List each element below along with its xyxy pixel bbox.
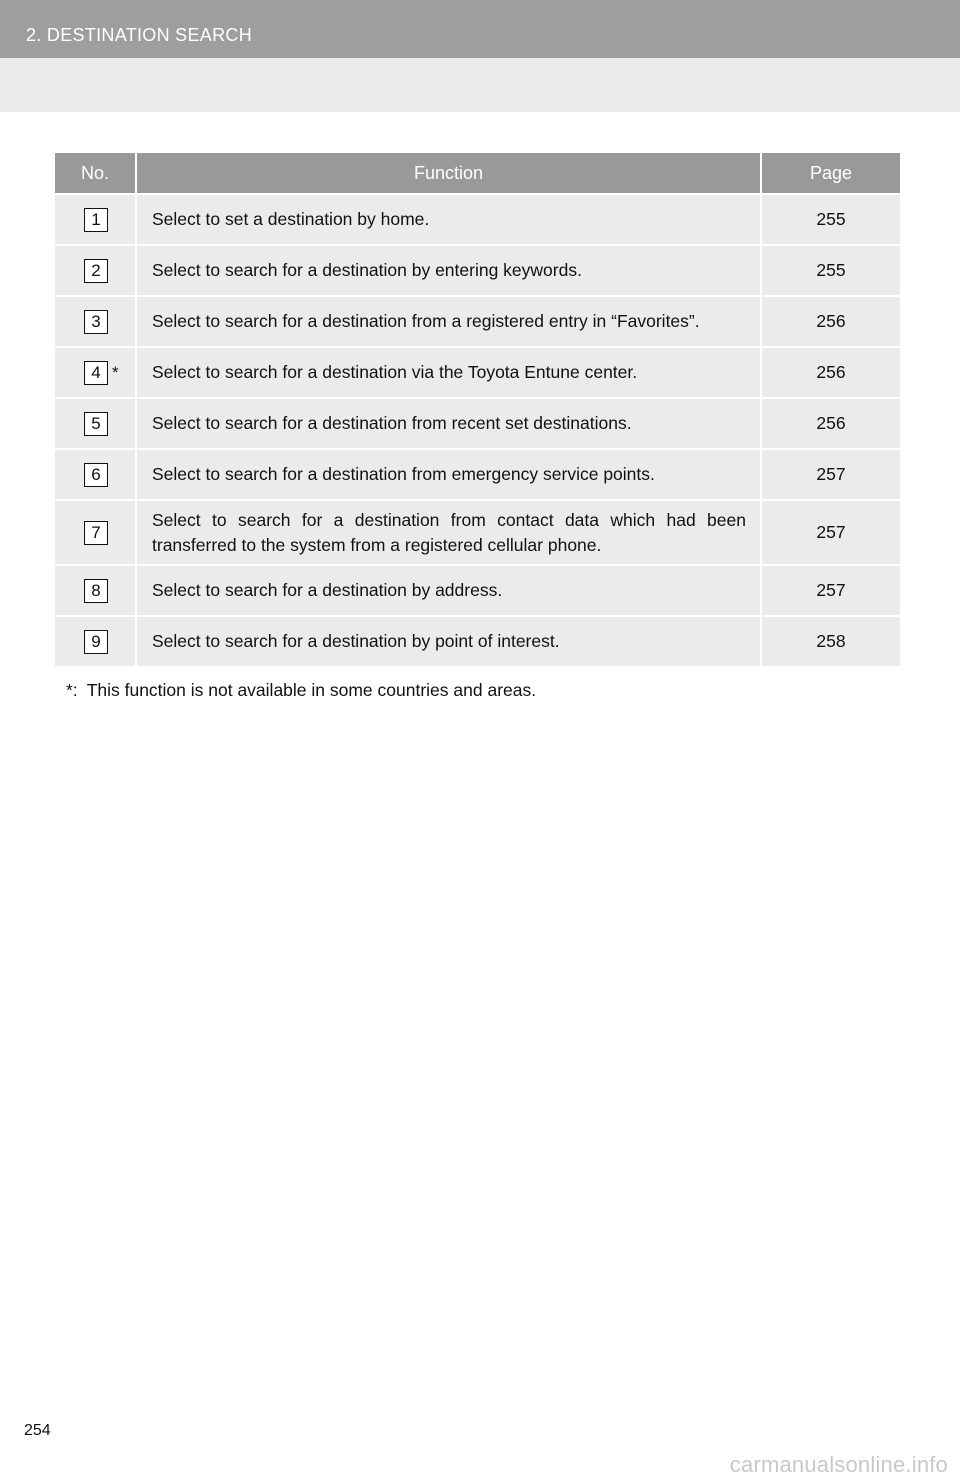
page-reference: 258 — [761, 616, 900, 666]
footnote-text: This function is not available in some countries and areas. — [86, 680, 537, 700]
page-reference: 256 — [761, 347, 900, 398]
table-header-row — [55, 153, 900, 194]
row-number-cell — [55, 449, 136, 500]
page-reference: 257 — [761, 500, 900, 565]
row-number-cell — [55, 565, 136, 616]
item-number-badge: 1 — [84, 208, 108, 232]
page-reference: 255 — [761, 245, 900, 296]
row-number-cell — [55, 500, 136, 565]
table-row — [55, 194, 900, 245]
item-number-badge: 4 — [84, 361, 108, 385]
function-description: Select to search for a destination from a registered entry in “Favorites”. — [136, 296, 761, 347]
table-row — [55, 500, 900, 565]
watermark: carmanualsonline.info — [729, 1452, 948, 1477]
function-description: Select to search for a destination by address. — [136, 565, 761, 616]
row-number-cell — [55, 194, 136, 245]
footnote-mark: *: — [66, 680, 78, 700]
row-number-cell — [55, 296, 136, 347]
item-number-badge: 8 — [84, 579, 108, 603]
item-number-badge: 5 — [84, 412, 108, 436]
footnote-asterisk: * — [112, 362, 119, 382]
footnote — [66, 680, 536, 701]
row-number-cell — [55, 245, 136, 296]
page-reference: 256 — [761, 398, 900, 449]
function-table — [55, 153, 900, 666]
item-number-badge: 2 — [84, 259, 108, 283]
item-number-badge: 3 — [84, 310, 108, 334]
column-header-page: Page — [761, 153, 900, 194]
header-subband — [0, 58, 960, 112]
table-row — [55, 347, 900, 398]
row-number-cell — [55, 347, 136, 398]
column-header-function: Function — [136, 153, 761, 194]
page-reference: 256 — [761, 296, 900, 347]
function-description: Select to search for a destination by entering keywords. — [136, 245, 761, 296]
table-row — [55, 296, 900, 347]
page-number: 254 — [24, 1422, 51, 1439]
function-description: Select to search for a destination from emergency service points. — [136, 449, 761, 500]
page-reference: 257 — [761, 565, 900, 616]
table-row — [55, 616, 900, 666]
item-number-badge: 7 — [84, 521, 108, 545]
item-number-badge: 9 — [84, 630, 108, 654]
column-header-no: No. — [55, 153, 136, 194]
function-description: Select to search for a destination from contact data which had been transferred to the system from a registered cellular phone. — [136, 500, 761, 565]
function-description: Select to search for a destination from recent set destinations. — [136, 398, 761, 449]
section-header-bar — [0, 0, 960, 58]
item-number-badge: 6 — [84, 463, 108, 487]
function-description: Select to search for a destination via the Toyota Entune center. — [136, 347, 761, 398]
page-reference: 257 — [761, 449, 900, 500]
function-description: Select to search for a destination by point of interest. — [136, 616, 761, 666]
table-row — [55, 398, 900, 449]
row-number-cell — [55, 616, 136, 666]
table-row — [55, 449, 900, 500]
table-row — [55, 245, 900, 296]
row-number-cell — [55, 398, 136, 449]
table-body — [55, 194, 900, 666]
section-title: 2. DESTINATION SEARCH — [26, 25, 252, 45]
page-reference: 255 — [761, 194, 900, 245]
table-row — [55, 565, 900, 616]
function-description: Select to set a destination by home. — [136, 194, 761, 245]
